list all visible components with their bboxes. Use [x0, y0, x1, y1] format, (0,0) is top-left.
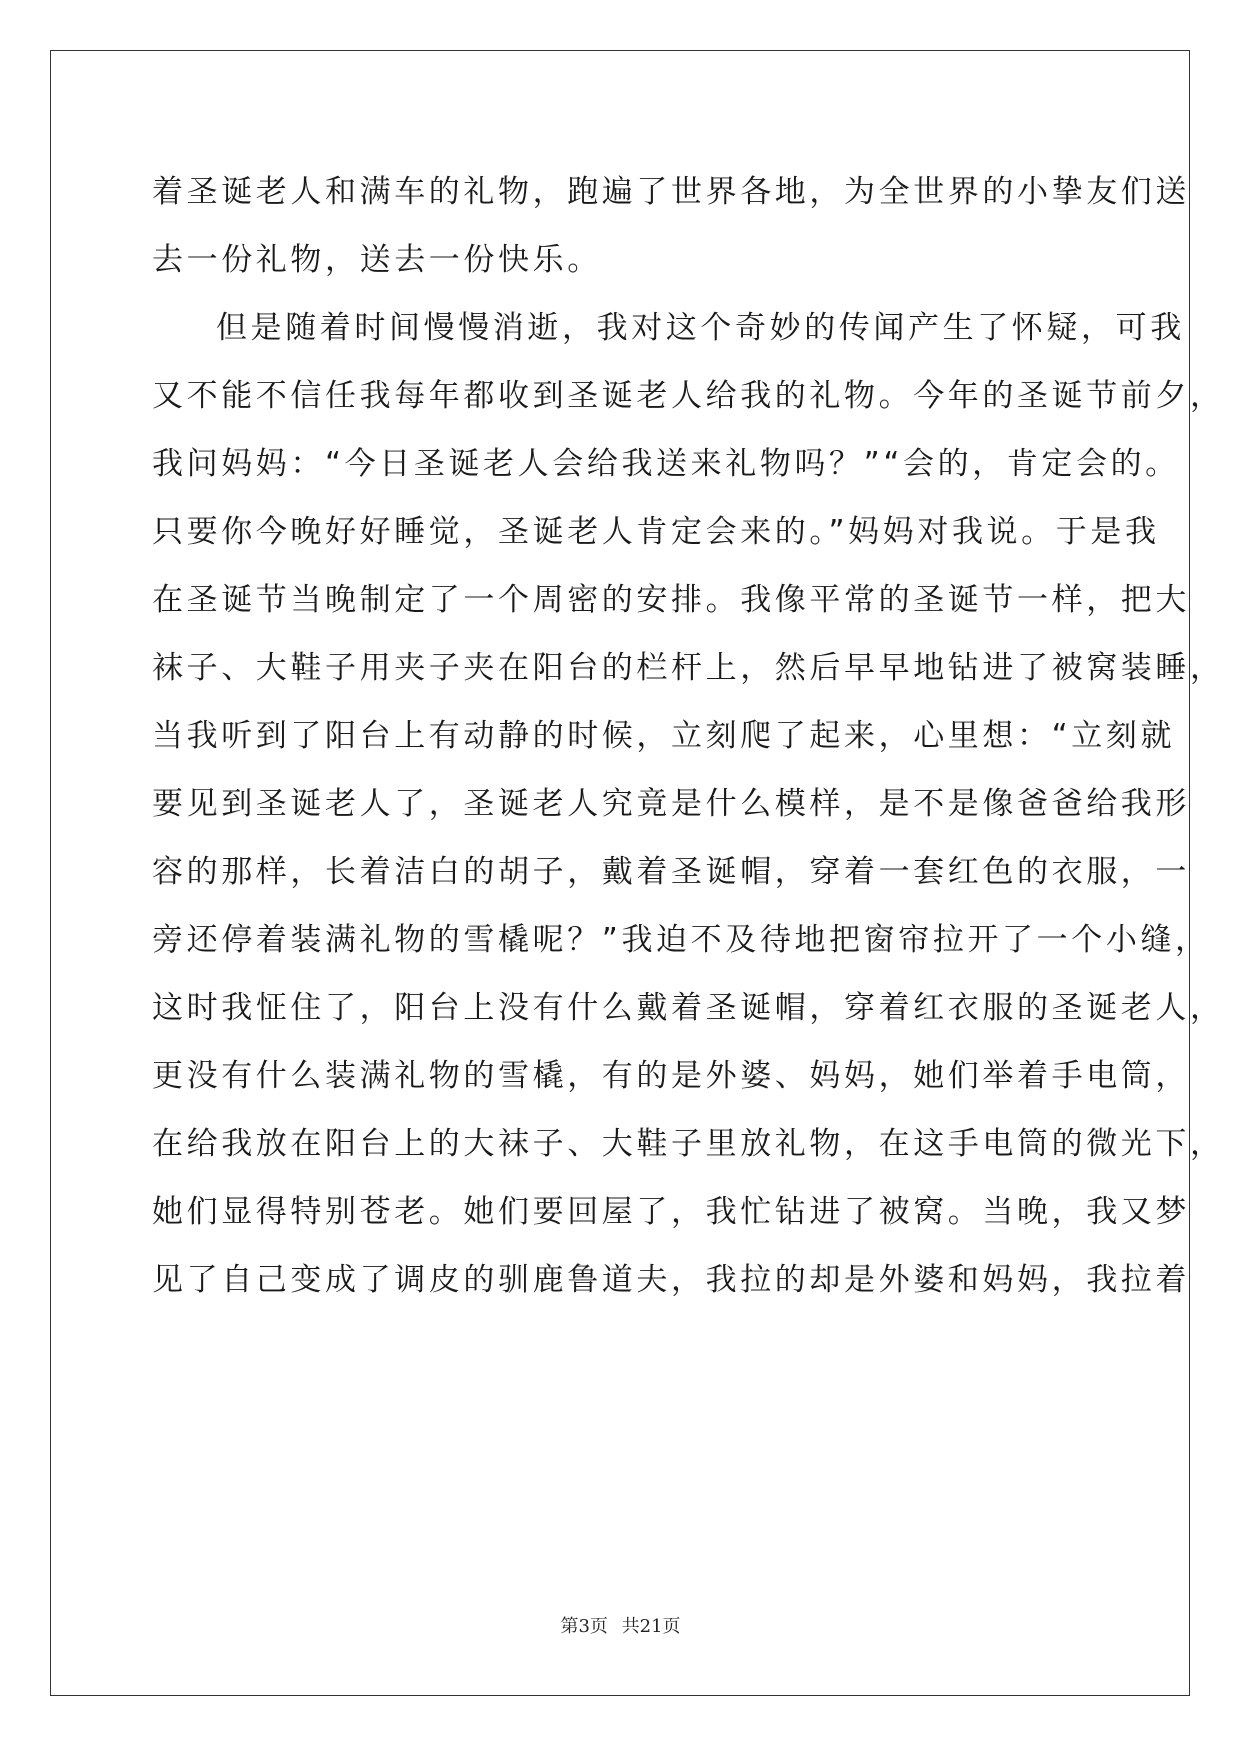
text-line-13: 这时我怔住了，阳台上没有什么戴着圣诞帽，穿着红衣服的圣诞老人， — [152, 990, 1225, 1026]
text-line-12: 旁还停着装满礼物的雪橇呢？”我迫不及待地把窗帘拉开了一个小缝， — [152, 922, 1210, 958]
text-line-5: 我问妈妈：“今日圣诞老人会给我送来礼物吗？”“会的，肯定会的。 — [152, 446, 1180, 482]
text-line-6: 只要你今晚好好睡觉，圣诞老人肯定会来的。”妈妈对我说。于是我 — [152, 514, 1160, 550]
text-line-11: 容的那样，长着洁白的胡子，戴着圣诞帽，穿着一套红色的衣服，一 — [152, 854, 1190, 890]
page-number: 第3页 — [560, 1616, 608, 1637]
text-line-1: 着圣诞老人和满车的礼物，跑遍了世界各地，为全世界的小挚友们送 — [152, 174, 1190, 210]
text-line-15: 在给我放在阳台上的大袜子、大鞋子里放礼物，在这手电筒的微光下， — [152, 1126, 1225, 1162]
text-line-7: 在圣诞节当晚制定了一个周密的安排。我像平常的圣诞节一样，把大 — [152, 582, 1190, 618]
text-line-10: 要见到圣诞老人了，圣诞老人究竟是什么模样，是不是像爸爸给我形 — [152, 786, 1190, 822]
page-total: 共21页 — [621, 1616, 681, 1637]
text-line-4: 又不能不信任我每年都收到圣诞老人给我的礼物。今年的圣诞节前夕， — [152, 378, 1225, 414]
text-line-17: 见了自己变成了调皮的驯鹿鲁道夫，我拉的却是外婆和妈妈，我拉着 — [152, 1262, 1190, 1298]
document-body — [152, 158, 1225, 1314]
text-line-14: 更没有什么装满礼物的雪橇，有的是外婆、妈妈，她们举着手电筒， — [152, 1058, 1190, 1094]
text-line-3: 但是随着时间慢慢消逝，我对这个奇妙的传闻产生了怀疑，可我 — [216, 310, 1185, 346]
text-line-9: 当我听到了阳台上有动静的时候，立刻爬了起来，心里想：“立刻就 — [152, 718, 1176, 754]
text-line-8: 袜子、大鞋子用夹子夹在阳台的栏杆上，然后早早地钻进了被窝装睡， — [152, 650, 1225, 686]
text-line-16: 她们显得特别苍老。她们要回屋了，我忙钻进了被窝。当晚，我又梦 — [152, 1194, 1190, 1230]
page-footer — [0, 1612, 1241, 1638]
text-line-2: 去一份礼物，送去一份快乐。 — [152, 242, 602, 278]
